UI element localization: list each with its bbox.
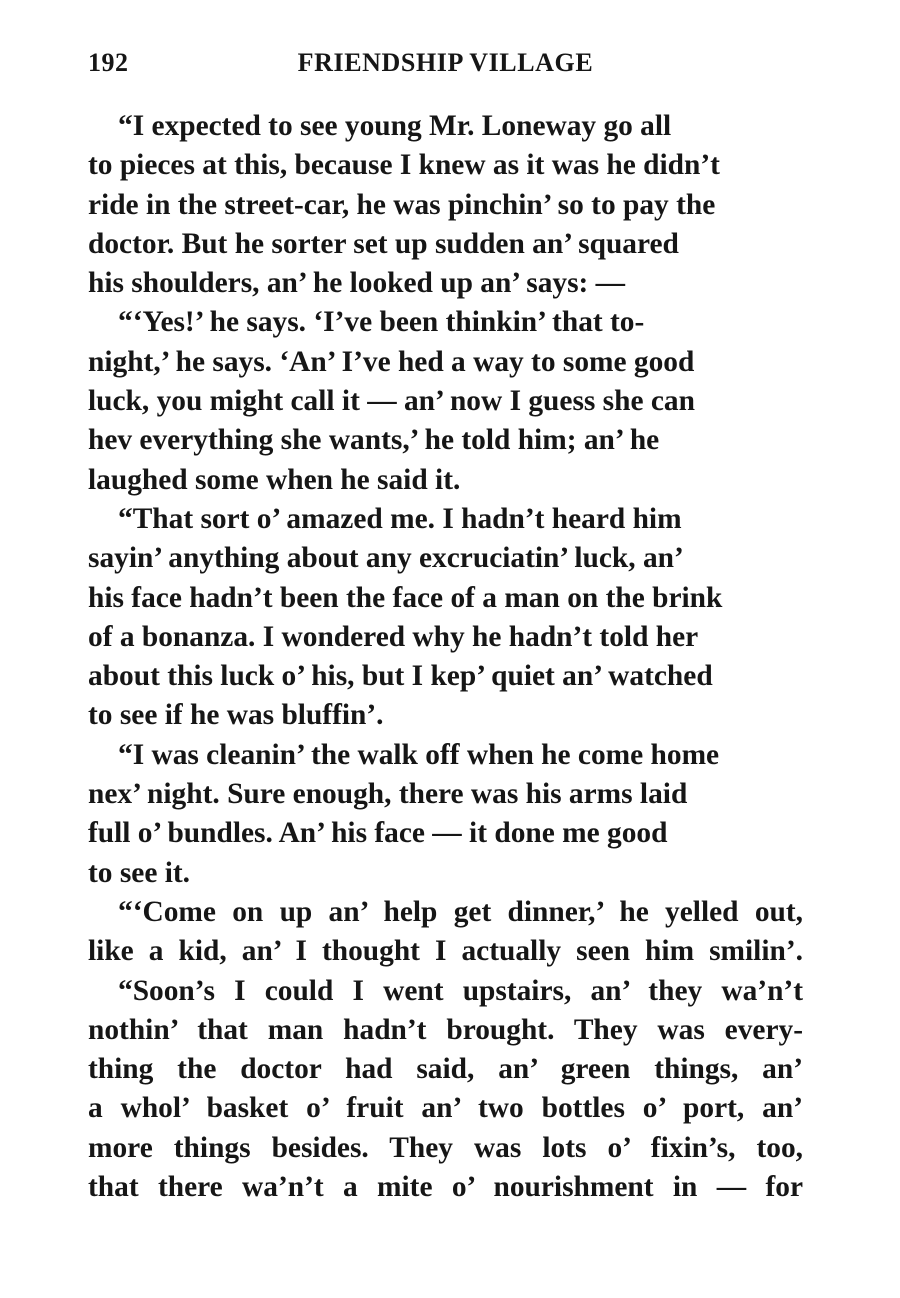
page-number: 192: [88, 48, 129, 77]
paragraph-1: “I expected to see young Mr. Loneway go all to pieces at this, because I knew as it was he didn’t ride in the street-car, he was pinchin’ so to pay the doctor. But he sorter set up sudden an’ squared his shoulders, an’ he looked up an’ says: —: [88, 110, 720, 300]
running-head: [88, 48, 803, 84]
paragraph-6: “Soon’s I could I went upstairs, an’ they wa’n’t nothin’ that man hadn’t brought. They was every- thing the doctor had said, an’ green things, an’ a whol’ basket o’ fruit an’ two bottles o’ port, an’ more things besides. They was lots o’ fixin’s, too, that there wa’n’t a mite o’ nourishment in — for: [88, 974, 803, 1204]
book-title: FRIENDSHIP VILLAGE: [297, 48, 594, 77]
body-text: [88, 107, 803, 1207]
paragraph-5: “‘Come on up an’ help get dinner,’ he yelled out, like a kid, an’ I thought I actually seen him smilin’.: [88, 895, 803, 968]
paragraph-2: “‘Yes!’ he says. ‘I’ve been thinkin’ that to- night,’ he says. ‘An’ I’ve hed a way to some good luck, you might call it — an’ now I guess she can hev everything she wants,’ he told him; an’ he laughed some when he said it.: [88, 306, 695, 496]
paragraph-3: “That sort o’ amazed me. I hadn’t heard him sayin’ anything about any excruciatin’ luck, an’ his face hadn’t been the face of a man on the brink of a bonanza. I wondered why he hadn’t told her about this luck o’ his, but I kep’ quiet an’ watched to see if he was bluffin’.: [88, 502, 723, 732]
paragraph-4: “I was cleanin’ the walk off when he come home nex’ night. Sure enough, there was his arms laid full o’ bundles. An’ his face — it done me good to see it.: [88, 738, 720, 889]
